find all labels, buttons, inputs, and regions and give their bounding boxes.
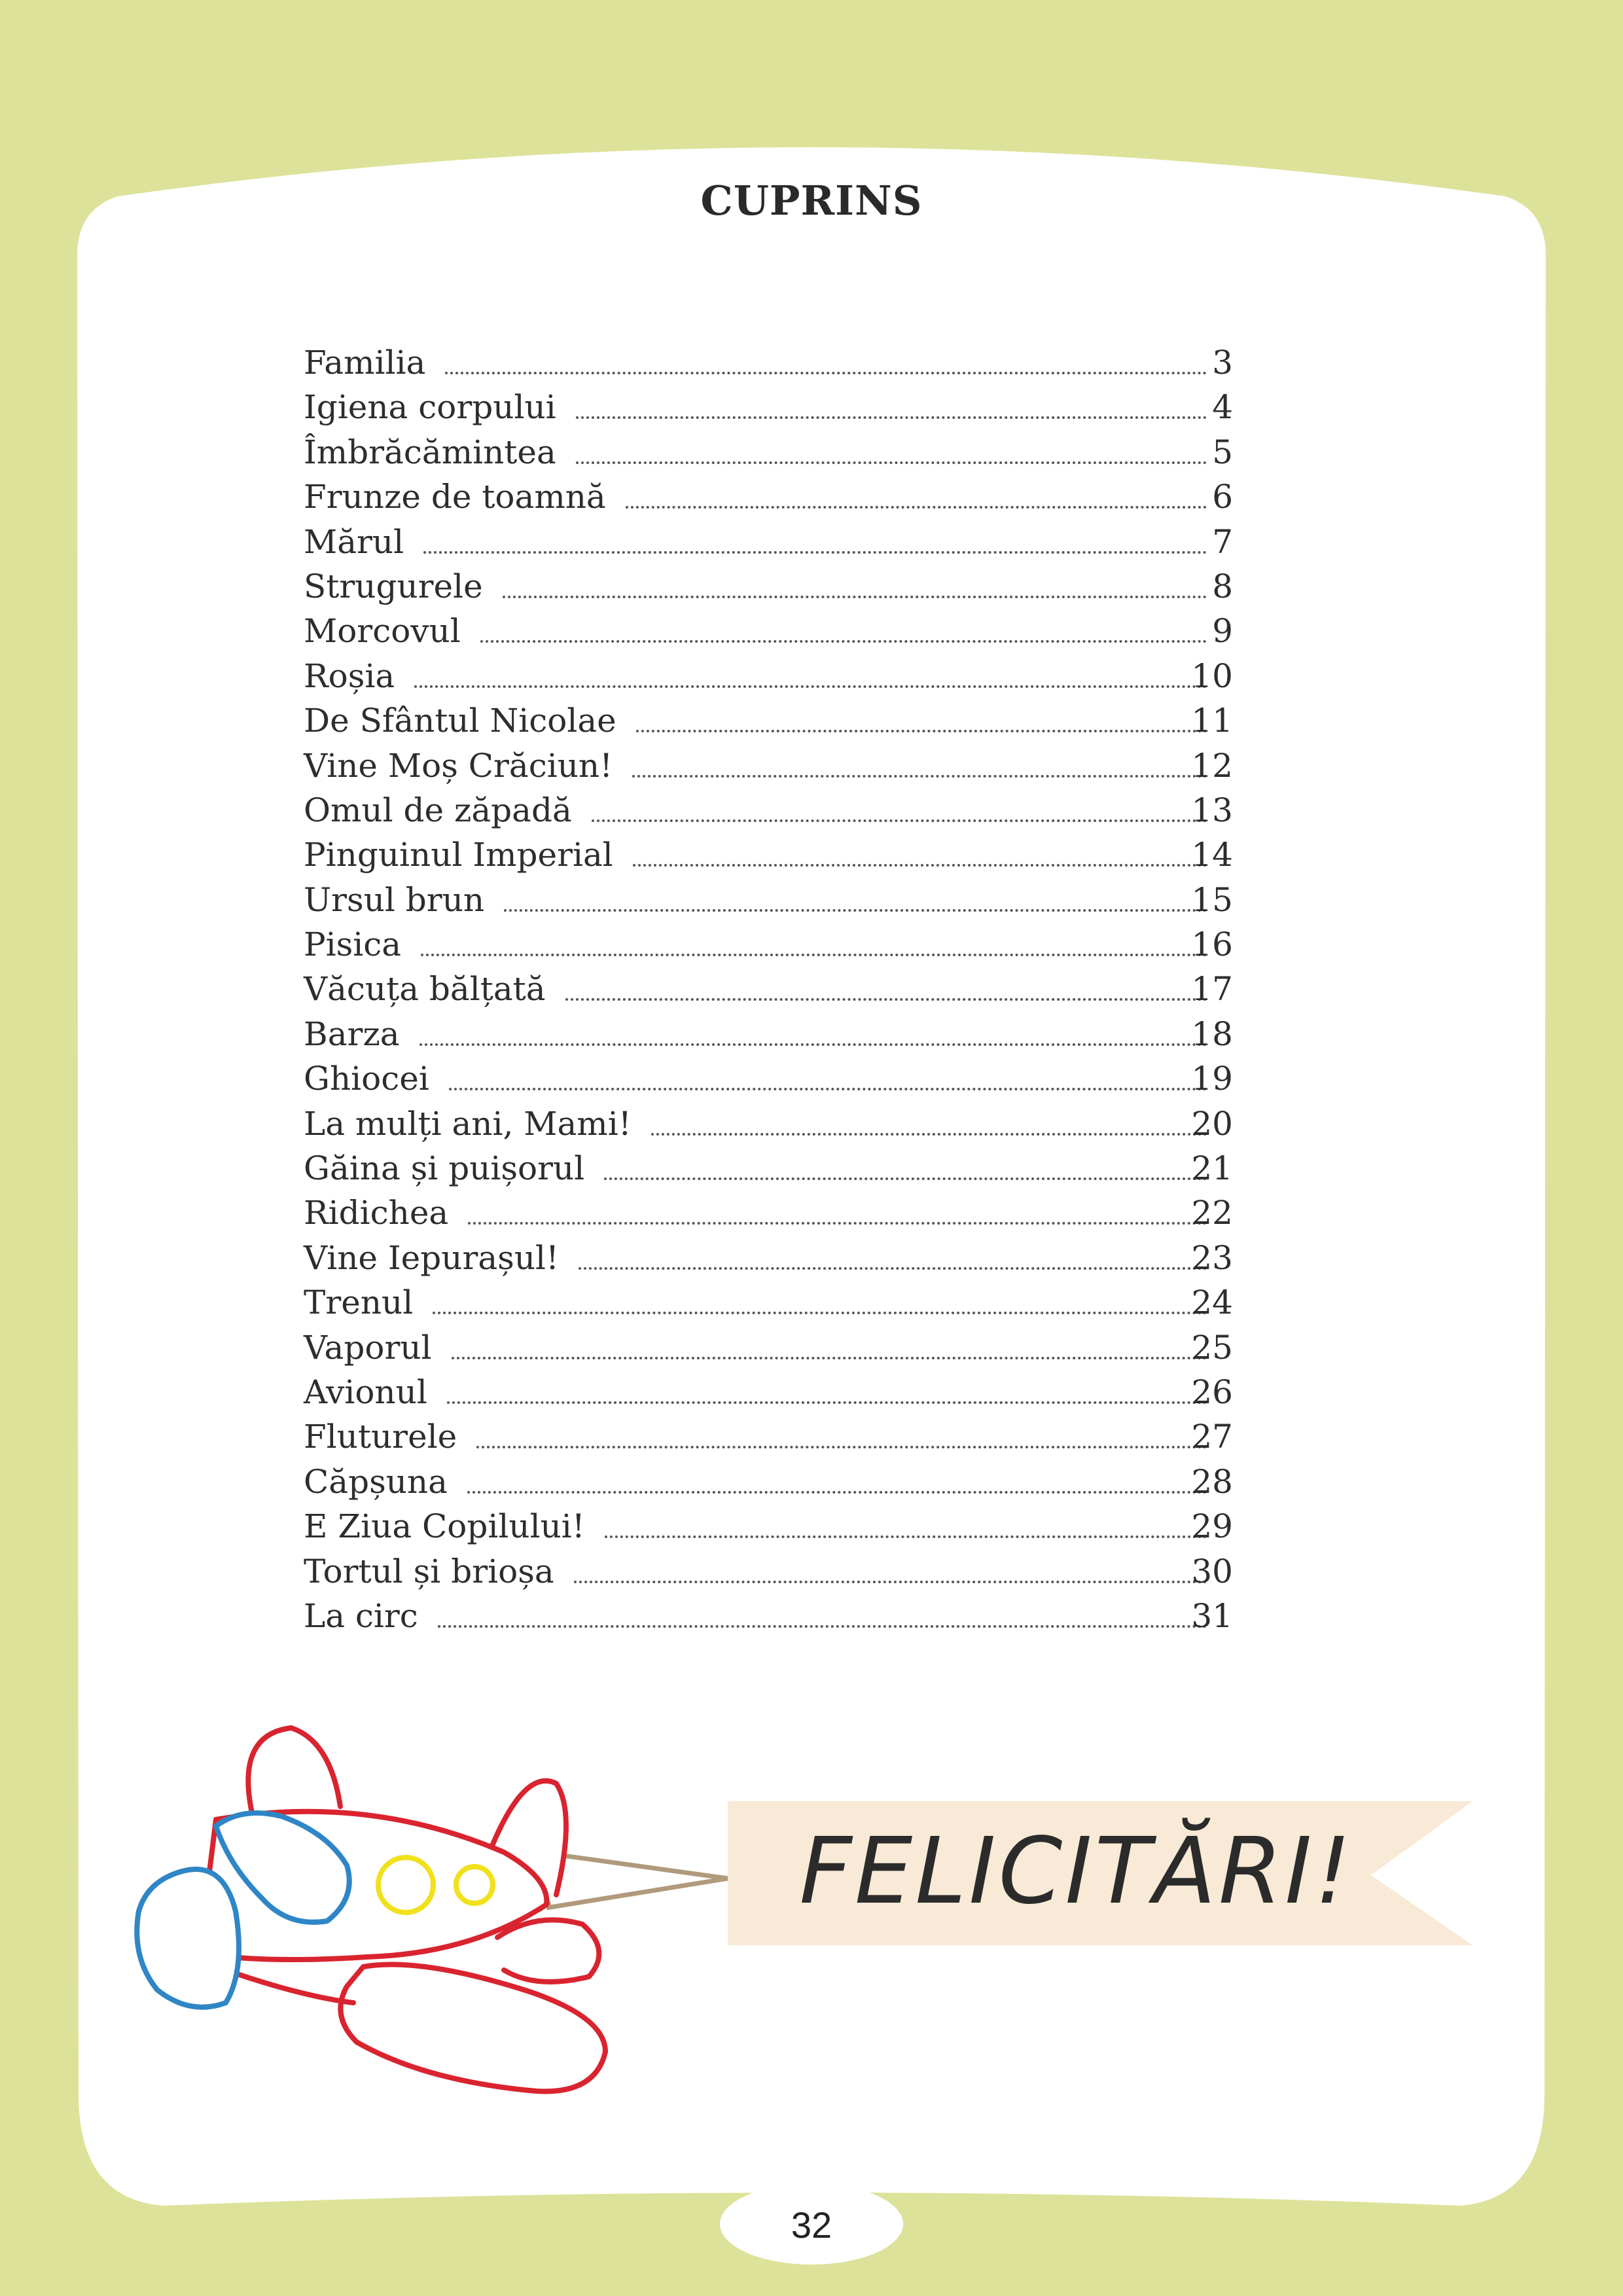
toc-leader-dots	[452, 1357, 1207, 1359]
toc-entry-page: 19	[1191, 1060, 1233, 1098]
toc-leader-dots	[579, 1267, 1207, 1270]
toc-entry	[304, 1370, 1233, 1414]
toc-leader-dots	[626, 506, 1207, 509]
toc-leader-dots	[604, 1177, 1207, 1180]
toc-entry-title: La mulți ani, Mami!	[304, 1104, 632, 1143]
toc-entry	[304, 922, 1233, 967]
toc-entry-title: Barza	[304, 1014, 400, 1053]
toc-leader-dots	[636, 730, 1207, 732]
toc-entry-title: Familia	[304, 344, 426, 382]
toc-entry-title: Ridichea	[304, 1194, 449, 1232]
toc-leader-dots	[438, 1625, 1207, 1628]
toc-entry-page: 15	[1191, 880, 1233, 919]
toc-entry	[304, 833, 1233, 877]
toc-leader-dots	[414, 685, 1207, 688]
toc-entry-page: 27	[1191, 1418, 1233, 1456]
page-title: CUPRINS	[700, 177, 923, 224]
toc-entry	[304, 1146, 1233, 1191]
toc-entry-title: Frunze de toamnă	[304, 478, 606, 516]
toc-entry	[304, 475, 1233, 519]
toc-entry-title: Morcovul	[304, 612, 461, 651]
toc-entry	[304, 1549, 1233, 1594]
toc-entry-page: 14	[1191, 836, 1233, 874]
toc-entry-title: Ursul brun	[304, 880, 485, 919]
toc-entry-title: Tortul și brioșa	[304, 1552, 554, 1590]
toc-entry-title: Mărul	[304, 522, 404, 561]
toc-entry-title: Omul de zăpadă	[304, 791, 572, 829]
toc-leader-dots	[633, 864, 1207, 867]
toc-leader-dots	[445, 372, 1207, 374]
toc-entry-title: Căpșuna	[304, 1462, 448, 1501]
toc-entry	[304, 1325, 1233, 1370]
toc-leader-dots	[651, 1133, 1207, 1136]
toc-entry-title: Avionul	[304, 1372, 427, 1411]
toc-entry-page: 25	[1191, 1328, 1233, 1367]
toc-entry-title: Îmbrăcămintea	[304, 433, 556, 471]
toc-entry	[304, 385, 1233, 429]
toc-entry-title: Găina și puișorul	[304, 1149, 585, 1188]
toc-leader-dots	[565, 998, 1207, 1001]
toc-entry-page: 29	[1191, 1507, 1233, 1546]
toc-entry-title: La circ	[304, 1596, 418, 1635]
toc-leader-dots	[419, 1043, 1207, 1046]
toc-entry-page: 9	[1212, 612, 1233, 651]
toc-leader-dots	[468, 1222, 1207, 1225]
toc-entry-page: 17	[1191, 970, 1233, 1009]
table-of-contents	[304, 340, 1233, 1638]
toc-entry-title: Pinguinul Imperial	[304, 836, 613, 874]
toc-leader-dots	[605, 1535, 1207, 1538]
toc-leader-dots	[421, 954, 1207, 956]
toc-entry-title: Vaporul	[304, 1328, 432, 1367]
toc-leader-dots	[480, 640, 1207, 643]
toc-entry	[304, 1102, 1233, 1146]
toc-entry	[304, 1236, 1233, 1280]
toc-entry-page: 28	[1191, 1462, 1233, 1501]
toc-entry-title: Fluturele	[304, 1418, 457, 1456]
toc-entry	[304, 1191, 1233, 1235]
toc-entry	[304, 744, 1233, 788]
toc-entry	[304, 1460, 1233, 1504]
toc-entry	[304, 1056, 1233, 1101]
toc-entry	[304, 788, 1233, 833]
toc-entry-page: 8	[1212, 567, 1233, 605]
toc-entry-page: 24	[1191, 1283, 1233, 1322]
toc-entry	[304, 520, 1233, 564]
toc-entry-page: 20	[1191, 1104, 1233, 1143]
toc-entry	[304, 654, 1233, 698]
toc-entry-title: Ghiocei	[304, 1060, 429, 1098]
toc-entry-page: 6	[1212, 478, 1233, 516]
toc-entry-title: Trenul	[304, 1283, 414, 1322]
toc-entry-page: 12	[1191, 746, 1233, 785]
page-number: 32	[791, 2204, 832, 2246]
toc-entry	[304, 564, 1233, 609]
toc-leader-dots	[423, 551, 1207, 554]
toc-leader-dots	[576, 416, 1207, 419]
toc-entry-page: 3	[1212, 344, 1233, 382]
toc-leader-dots	[574, 1581, 1207, 1583]
toc-entry	[304, 1414, 1233, 1459]
toc-leader-dots	[476, 1446, 1207, 1448]
toc-entry-title: E Ziua Copilului!	[304, 1507, 585, 1546]
toc-entry-title: De Sfântul Nicolae	[304, 702, 616, 740]
toc-leader-dots	[576, 461, 1207, 464]
toc-entry-title: Vine Moș Crăciun!	[304, 746, 613, 785]
toc-leader-dots	[433, 1312, 1207, 1314]
toc-entry	[304, 1012, 1233, 1056]
toc-entry	[304, 430, 1233, 475]
toc-entry-page: 30	[1191, 1552, 1233, 1590]
toc-leader-dots	[503, 596, 1207, 598]
toc-entry-title: Pisica	[304, 925, 402, 964]
toc-entry-page: 10	[1191, 656, 1233, 695]
toc-leader-dots	[592, 819, 1207, 822]
toc-entry-title: Strugurele	[304, 567, 483, 605]
toc-leader-dots	[632, 775, 1207, 778]
toc-leader-dots	[449, 1088, 1207, 1090]
toc-entry-title: Igiena corpului	[304, 388, 556, 427]
toc-entry	[304, 1594, 1233, 1638]
toc-entry-page: 5	[1212, 433, 1233, 471]
toc-entry	[304, 1280, 1233, 1325]
toc-leader-dots	[504, 909, 1207, 912]
toc-entry-page: 16	[1191, 925, 1233, 964]
toc-entry	[304, 698, 1233, 743]
toc-entry-page: 26	[1191, 1372, 1233, 1411]
toc-entry-page: 23	[1191, 1238, 1233, 1277]
toc-entry-page: 4	[1212, 388, 1233, 427]
toc-entry	[304, 1504, 1233, 1549]
toc-leader-dots	[467, 1491, 1207, 1494]
toc-leader-dots	[447, 1401, 1207, 1404]
toc-entry-page: 7	[1212, 522, 1233, 561]
toc-entry-title: Vine Iepurașul!	[304, 1238, 560, 1277]
toc-entry-page: 11	[1191, 702, 1233, 740]
toc-entry-page: 31	[1191, 1596, 1233, 1635]
banner-text: FELICITĂRI!	[799, 1818, 1354, 1925]
toc-entry-page: 18	[1191, 1014, 1233, 1053]
toc-entry	[304, 878, 1233, 922]
toc-entry-page: 21	[1191, 1149, 1233, 1188]
toc-entry	[304, 967, 1233, 1011]
toc-entry-title: Văcuța bălțată	[304, 970, 546, 1009]
toc-entry-title: Roșia	[304, 656, 395, 695]
toc-entry	[304, 340, 1233, 385]
toc-entry-page: 22	[1191, 1194, 1233, 1232]
toc-entry	[304, 609, 1233, 653]
toc-entry-page: 13	[1191, 791, 1233, 829]
